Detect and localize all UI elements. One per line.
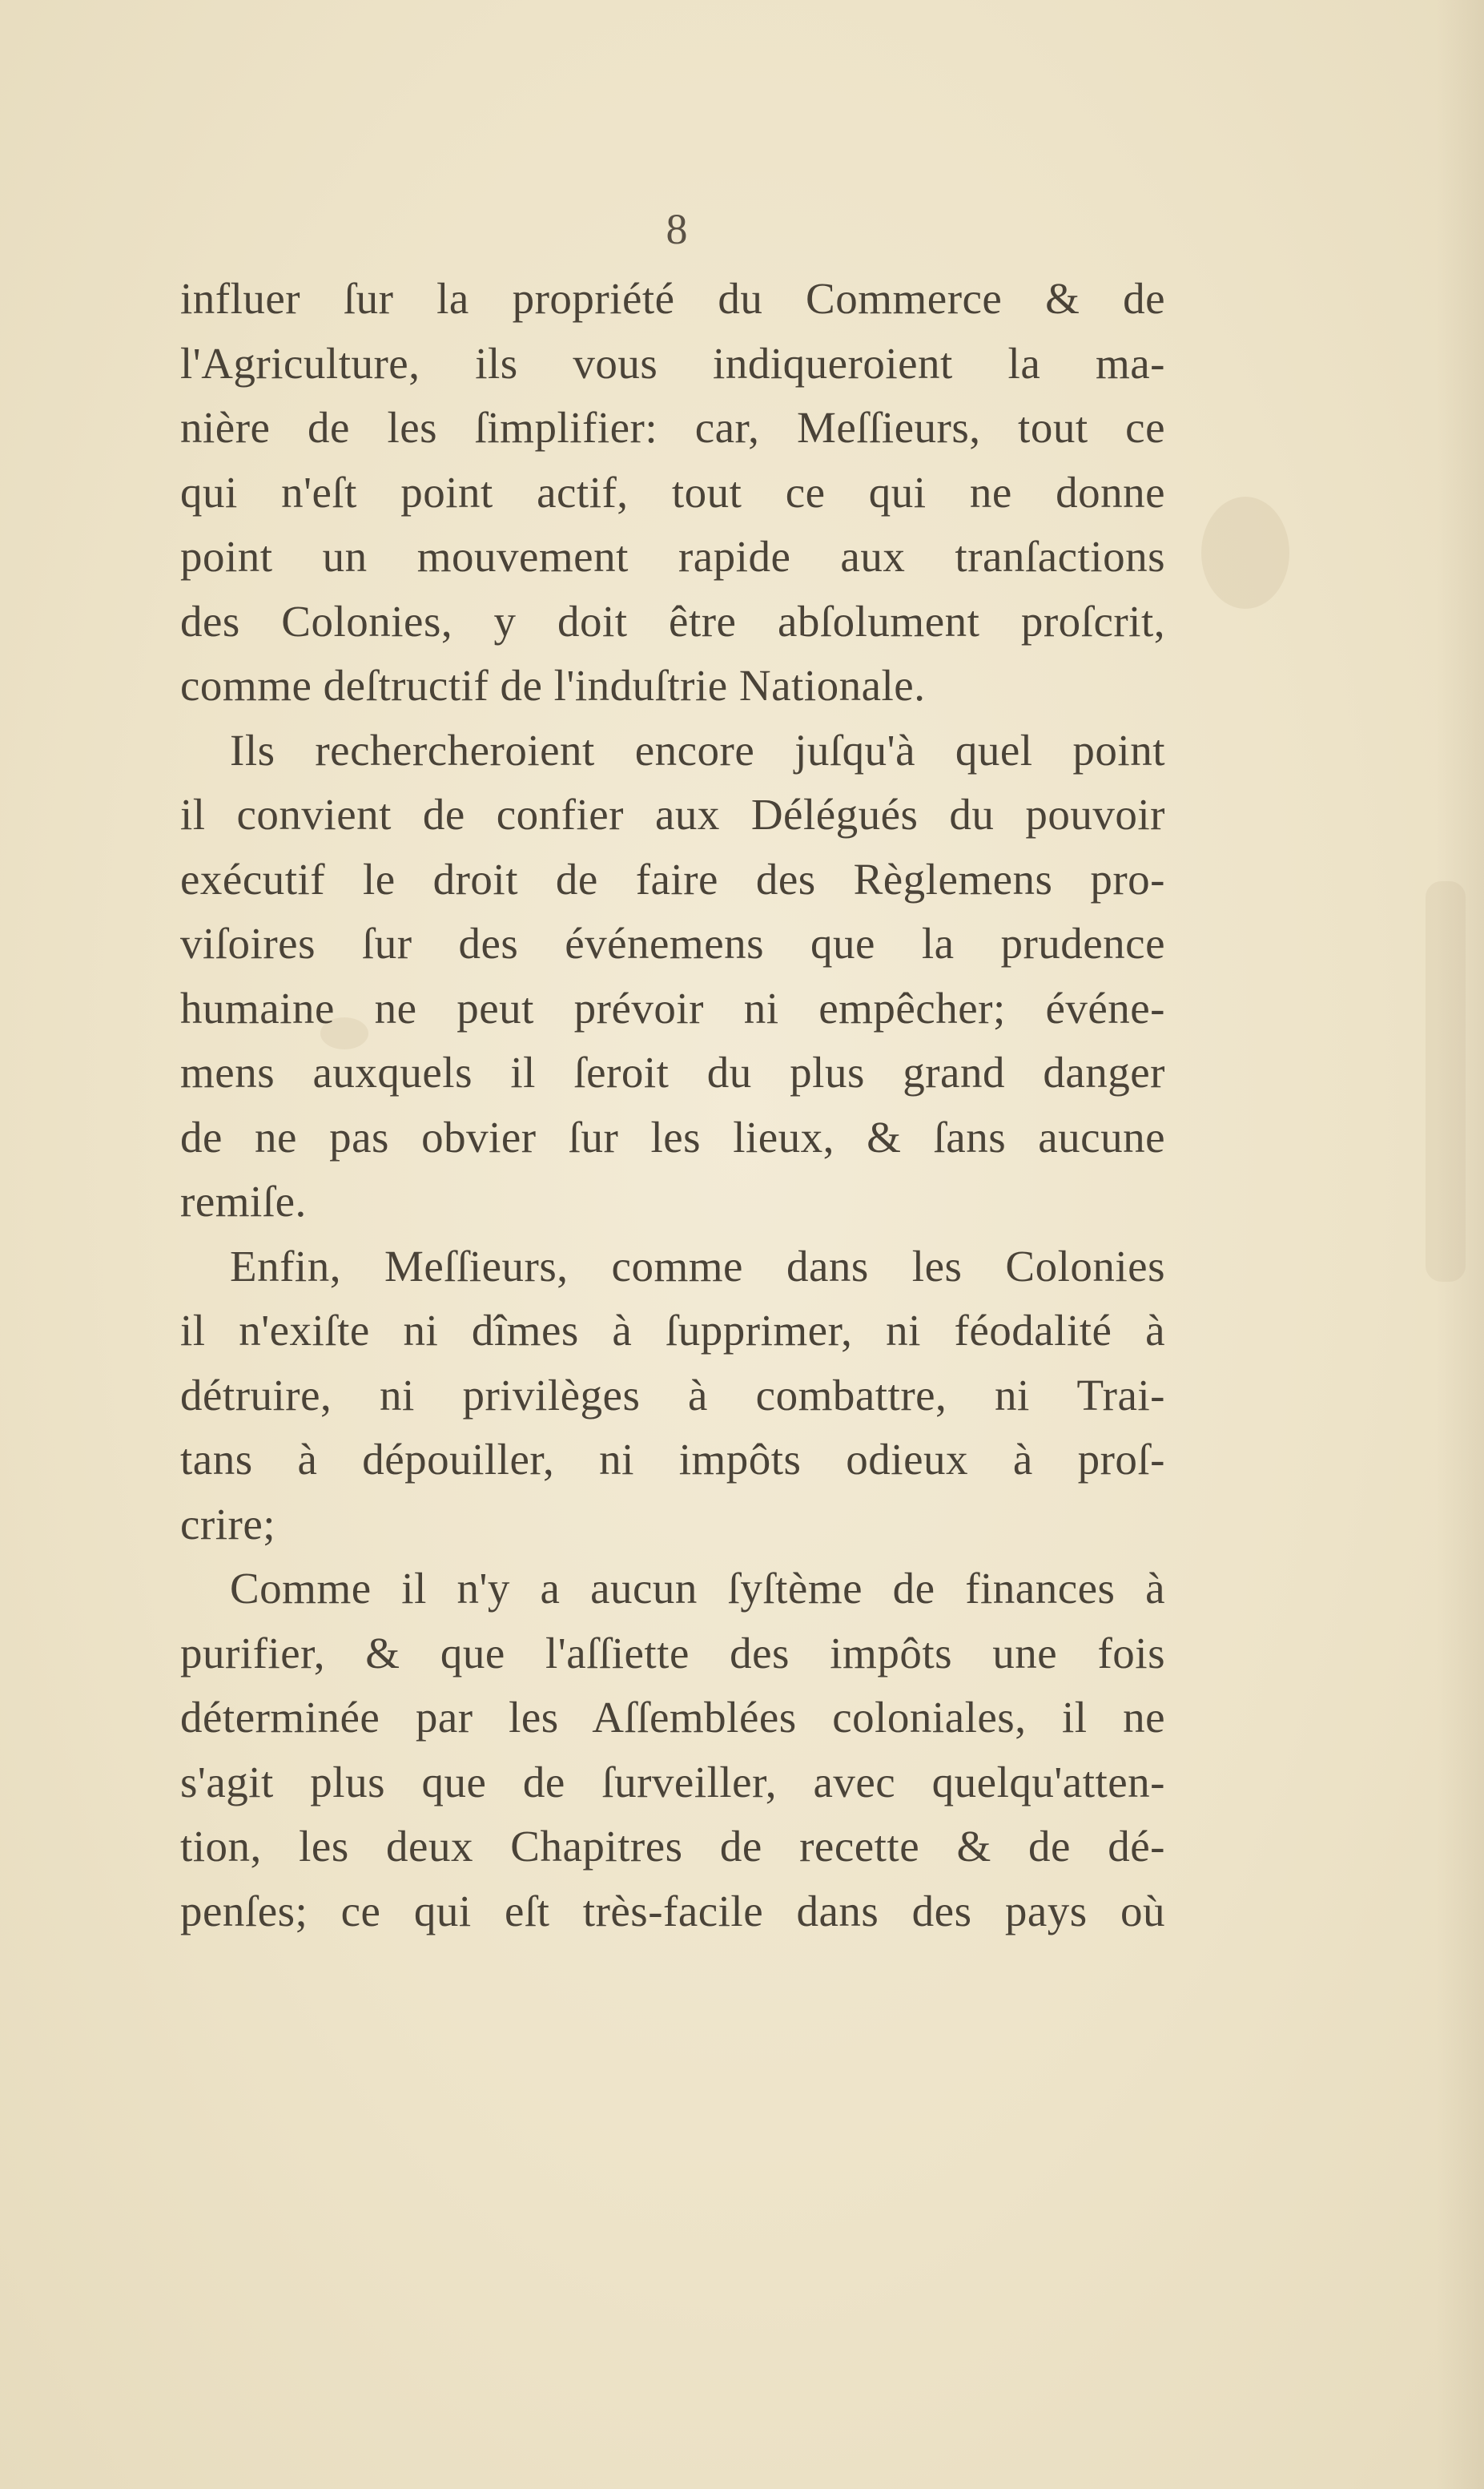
text-line: purifier, & que l'aſſiette des impôts une fois: [180, 1628, 1165, 1677]
text-line: s'agit plus que de ſurveiller, avec quelqu'atten-: [180, 1757, 1165, 1806]
text-line: Enfin, Meſſieurs, comme dans les Colonies: [230, 1241, 1165, 1291]
text-line: déterminée par les Aſſemblées coloniales, il ne: [180, 1693, 1165, 1742]
text-line: Ils rechercheroient encore juſqu'à quel point: [230, 725, 1165, 775]
text-line: mens auxquels il ſeroit du plus grand danger: [180, 1048, 1165, 1097]
text-line: Comme il n'y a aucun ſyſtème de finances à: [230, 1564, 1165, 1613]
text-line: tans à dépouiller, ni impôts odieux à proſ-: [180, 1435, 1165, 1484]
text-line: détruire, ni privilèges à combattre, ni Trai-: [180, 1370, 1165, 1420]
foxing-stain: [1426, 881, 1466, 1282]
page-number: 8: [666, 205, 688, 253]
text-line: remiſe.: [180, 1177, 307, 1226]
text-line: il convient de confier aux Délégués du pouvoir: [180, 790, 1165, 839]
text-line: des Colonies, y doit être abſolument proſcrit,: [180, 596, 1165, 646]
text-line: il n'exiſte ni dîmes à ſupprimer, ni féodalité à: [180, 1306, 1165, 1355]
text-line: crire;: [180, 1499, 276, 1549]
text-line: viſoires ſur des événemens que la prudence: [180, 919, 1165, 968]
text-line: l'Agriculture, ils vous indiqueroient la ma-: [180, 338, 1165, 388]
text-line: nière de les ſimplifier: car, Meſſieurs, tout ce: [180, 403, 1165, 452]
text-line: de ne pas obvier ſur les lieux, & ſans aucune: [180, 1112, 1165, 1162]
text-line: influer ſur la propriété du Commerce & de: [180, 274, 1165, 323]
body-text: [180, 267, 1165, 1943]
text-line: tion, les deux Chapitres de recette & de dé-: [180, 1822, 1165, 1871]
text-line: point un mouvement rapide aux tranſactions: [180, 532, 1165, 581]
text-line: humaine ne peut prévoir ni empêcher; événe-: [180, 983, 1165, 1033]
text-line: penſes; ce qui eſt très-facile dans des pays où: [180, 1886, 1165, 1935]
text-line: comme deſtructif de l'induſtrie Nationale.: [180, 661, 926, 710]
foxing-stain: [1201, 497, 1289, 609]
text-line: qui n'eſt point actif, tout ce qui ne donne: [180, 467, 1165, 517]
text-line: exécutif le droit de faire des Règlemens pro-: [180, 854, 1165, 904]
